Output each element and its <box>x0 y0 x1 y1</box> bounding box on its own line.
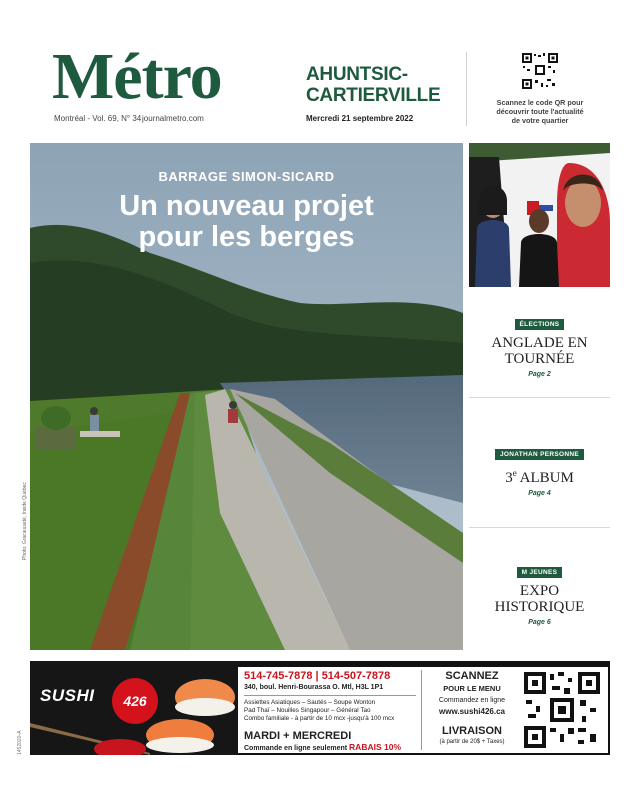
hero-kicker: BARRAGE SIMON-SICARD <box>158 169 335 184</box>
sidebar-story-expo[interactable] <box>469 561 610 626</box>
story-headline[interactable]: 3e ALBUM <box>505 468 574 486</box>
ad-separator <box>244 695 416 696</box>
ad-scan-subheading: POUR LE MENU <box>443 684 501 693</box>
sidebar-story-elections[interactable] <box>469 313 610 378</box>
sushi-brand-number: 426 <box>112 678 158 724</box>
hero-headline[interactable]: Un nouveau projet pour les berges <box>119 190 374 253</box>
photo-credit: Photo: Gracieuseté, Inside Québec <box>22 482 28 560</box>
ad-delivery: LIVRAISON <box>442 725 502 737</box>
ad-delivery-condition: (à partir de 20$ + Taxes) <box>439 739 505 745</box>
section-tag: M JEUNES <box>517 567 563 578</box>
ad-reference-code: 1452020-A <box>17 730 23 755</box>
ad-address: 340, boul. Henri-Bourassa O. Mtl, H3L 1P1 <box>244 684 384 691</box>
story-headline[interactable]: ANGLADE EN TOURNÉE <box>491 335 588 367</box>
edition-region: AHUNTSIC- CARTIERVILLE <box>306 64 441 106</box>
page-reference: Page 4 <box>528 490 551 497</box>
ad-promo-text: Commande en ligne seulement RABAIS 10% <box>244 742 402 752</box>
ad-promo-days: MARDI + MERCREDI <box>244 730 352 742</box>
ad-scan-heading: SCANNEZ <box>445 670 499 682</box>
section-tag: ÉLECTIONS <box>515 319 565 330</box>
website-link[interactable]: journalmetro.com <box>142 114 204 123</box>
page-reference: Page 2 <box>528 371 551 378</box>
ad-menu-line: Pad Thaï – Nouilles Singapour – Général Tao <box>244 707 371 714</box>
ad-menu-line: Assiettes Asiatiques – Sautés – Soupe Wonton <box>244 699 376 706</box>
page-reference: Page 6 <box>528 619 551 626</box>
qr-caption: Scannez le code QR pour découvrir toute l'actualité de votre quartier <box>496 98 584 125</box>
sidebar-divider <box>469 397 610 398</box>
metro-logo: Métro <box>52 40 222 113</box>
ad-phone-numbers[interactable]: 514-745-7878 | 514-507-7878 <box>244 670 391 682</box>
issue-info: Montréal - Vol. 69, N° 34 <box>54 114 142 123</box>
issue-date: Mercredi 21 septembre 2022 <box>306 114 414 123</box>
hero-photo[interactable] <box>30 143 463 650</box>
sidebar-photo[interactable] <box>469 143 610 287</box>
sidebar-divider <box>469 527 610 528</box>
ad-website[interactable]: www.sushi426.ca <box>439 707 505 716</box>
ad-order-online: Commandez en ligne <box>438 697 506 704</box>
story-headline[interactable]: EXPO HISTORIQUE <box>494 583 585 615</box>
sidebar-story-album[interactable] <box>469 443 610 497</box>
masthead-divider <box>466 52 467 126</box>
sushi-brand-logo: SUSHI <box>40 686 95 705</box>
qr-code-icon[interactable] <box>521 52 559 90</box>
section-tag: JONATHAN PERSONNE <box>495 449 584 460</box>
ad-qr-code-icon[interactable] <box>522 670 602 750</box>
campaign-bus-illustration <box>469 143 610 287</box>
ad-divider <box>421 670 422 750</box>
ad-menu-line: Combo familiale - à partir de 10 mcx -jusqu'à 100 mcx <box>244 715 395 722</box>
